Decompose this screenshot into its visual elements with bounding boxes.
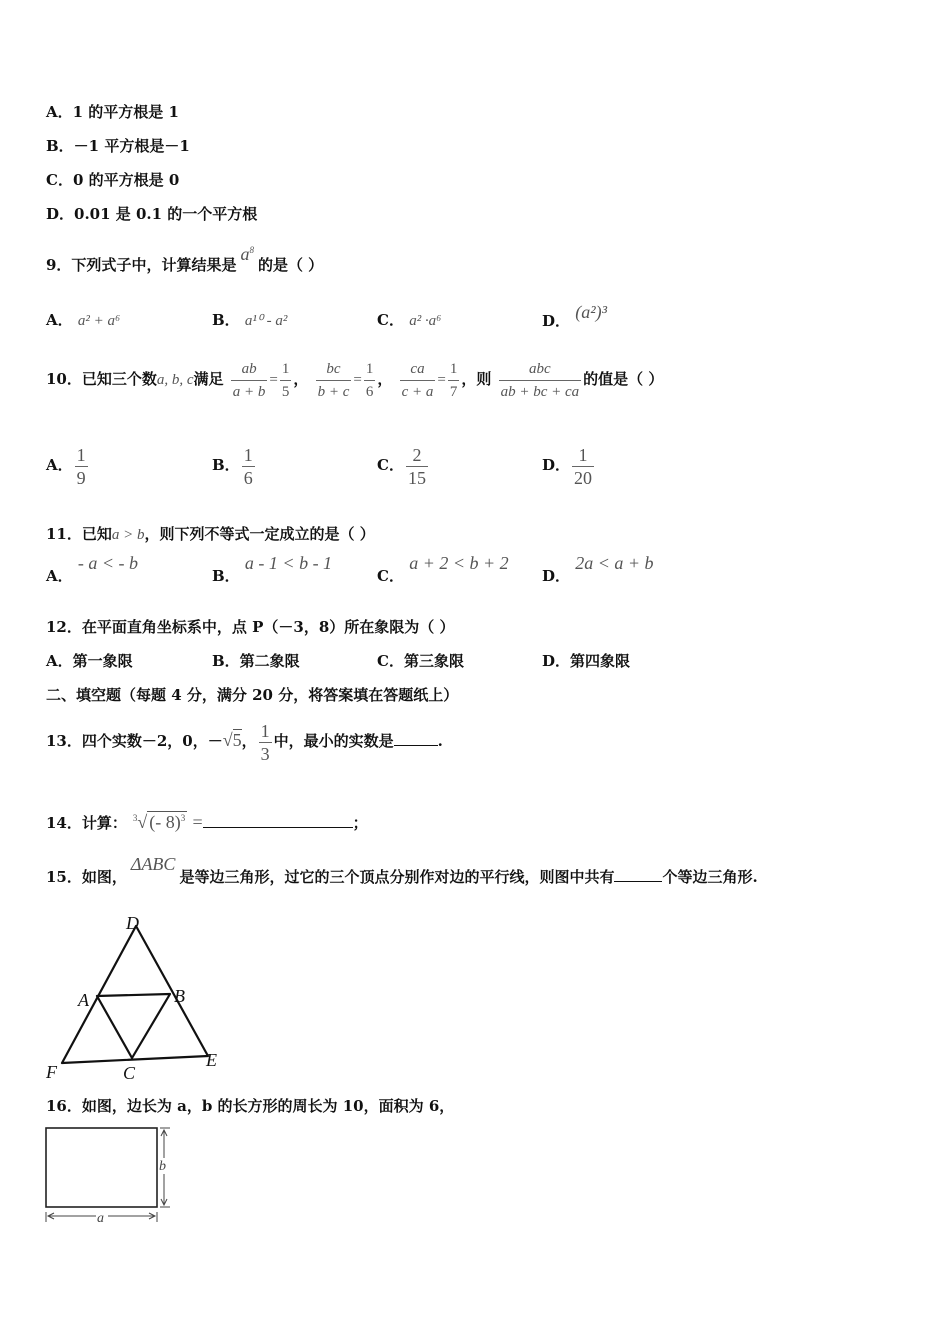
label-c: C bbox=[123, 1063, 136, 1083]
q10-frac-1: $\frac{ab}{a + b}$ bbox=[231, 358, 268, 403]
q8-option-d: D．0.01 是 0.1 的一个平方根 bbox=[46, 205, 258, 223]
q12-stem: 12．在平面直角坐标系中，点 P（－3，8）所在象限为（ ） bbox=[46, 618, 455, 636]
q13-stem: 13．四个实数－2，0，－√5， $\frac{1}{3}$ 中，最小的实数是 . bbox=[46, 720, 443, 764]
q10-frac-3: $\frac{ca}{c + a}$ bbox=[400, 358, 436, 403]
q9-option-b: B． a¹⁰ - a² bbox=[212, 311, 288, 329]
q8-option-b: B．－1 平方根是－1 bbox=[46, 137, 190, 155]
label-d: D bbox=[126, 913, 139, 933]
cube-root: $^3$√ (- 8)$^3$ bbox=[132, 812, 186, 832]
label-e: E bbox=[206, 1050, 217, 1070]
q9-option-c: C． a² ·a⁶ bbox=[377, 311, 442, 329]
q9-option-a: A． a² + a⁶ bbox=[46, 311, 121, 329]
q10-stem: 10．已知三个数a, b, c满足 $\frac{ab}{a + b}$ = $\frac{1}{5}$ ， $\frac{bc}{b + c}$ = $\frac{1}{6}$ ， $\frac{ca}{c + a}$ = $\frac{1}{7}$ ，则 $\frac{\text{abc}}{ab + bc + ca}$ 的值是（ ） bbox=[46, 354, 663, 405]
q9-option-d: D． (a²)³ bbox=[542, 302, 608, 330]
q14-stem: 14．计算： $^3$√ (- 8)$^3$ = ； bbox=[46, 812, 368, 832]
q10-option-a: A． $\frac{1}{9}$ bbox=[46, 444, 86, 488]
q10-option-c: C． $\frac{2}{15}$ bbox=[377, 444, 426, 488]
q11-option-a: A． - a < - b bbox=[46, 553, 139, 585]
q15-answer-blank bbox=[614, 881, 662, 882]
q13-answer-blank bbox=[394, 745, 438, 746]
q11-option-d: D． 2a < a + b bbox=[542, 553, 654, 585]
q12-option-d: D．第四象限 bbox=[542, 652, 631, 670]
q11-stem: 11．已知a > b，则下列不等式一定成立的是（ ） bbox=[46, 525, 375, 543]
label-f: F bbox=[46, 1062, 57, 1082]
sqrt-5: √5 bbox=[222, 730, 242, 750]
q9-stem: 9．下列式子中，计算结果是$a^8$的是（ ） bbox=[46, 244, 324, 274]
q12-option-c: C．第三象限 bbox=[377, 652, 464, 670]
label-b: B bbox=[174, 986, 185, 1006]
q8-option-c: C．0 的平方根是 0 bbox=[46, 171, 180, 189]
q16-stem: 16．如图，边长为 a，b 的长方形的周长为 10，面积为 6， bbox=[46, 1097, 455, 1115]
q10-option-d: D． $\frac{1}{20}$ bbox=[542, 444, 593, 488]
rectangle-figure bbox=[40, 1122, 180, 1228]
q11-option-c: C． a + 2 < b + 2 bbox=[377, 553, 509, 585]
label-b-side: b bbox=[159, 1159, 166, 1174]
q8-option-a: A．1 的平方根是 1 bbox=[46, 103, 179, 121]
q15-stem: 15．如图，ΔABC是等边三角形，过它的三个顶点分别作对边的平行线，则图中共有 个等边三角形. bbox=[46, 854, 758, 886]
q10-option-b: B． $\frac{1}{6}$ bbox=[212, 444, 253, 488]
q10-frac-4: $\frac{\text{abc}}{ab + bc + ca}$ bbox=[499, 358, 582, 403]
triangle-figure bbox=[40, 908, 230, 1084]
q12-option-b: B．第二象限 bbox=[212, 652, 300, 670]
label-a-side: a bbox=[97, 1211, 104, 1226]
rectangle bbox=[46, 1128, 157, 1207]
q12-option-a: A．第一象限 bbox=[46, 652, 133, 670]
inner-triangle-abc bbox=[97, 994, 170, 1058]
section-2-heading: 二、填空题（每题 4 分，满分 20 分，将答案填在答题纸上） bbox=[46, 686, 459, 704]
q11-option-b: B． a - 1 < b - 1 bbox=[212, 553, 333, 585]
label-a: A bbox=[78, 990, 89, 1010]
q10-frac-2: $\frac{bc}{b + c}$ bbox=[316, 358, 352, 403]
q14-answer-blank bbox=[203, 827, 353, 828]
